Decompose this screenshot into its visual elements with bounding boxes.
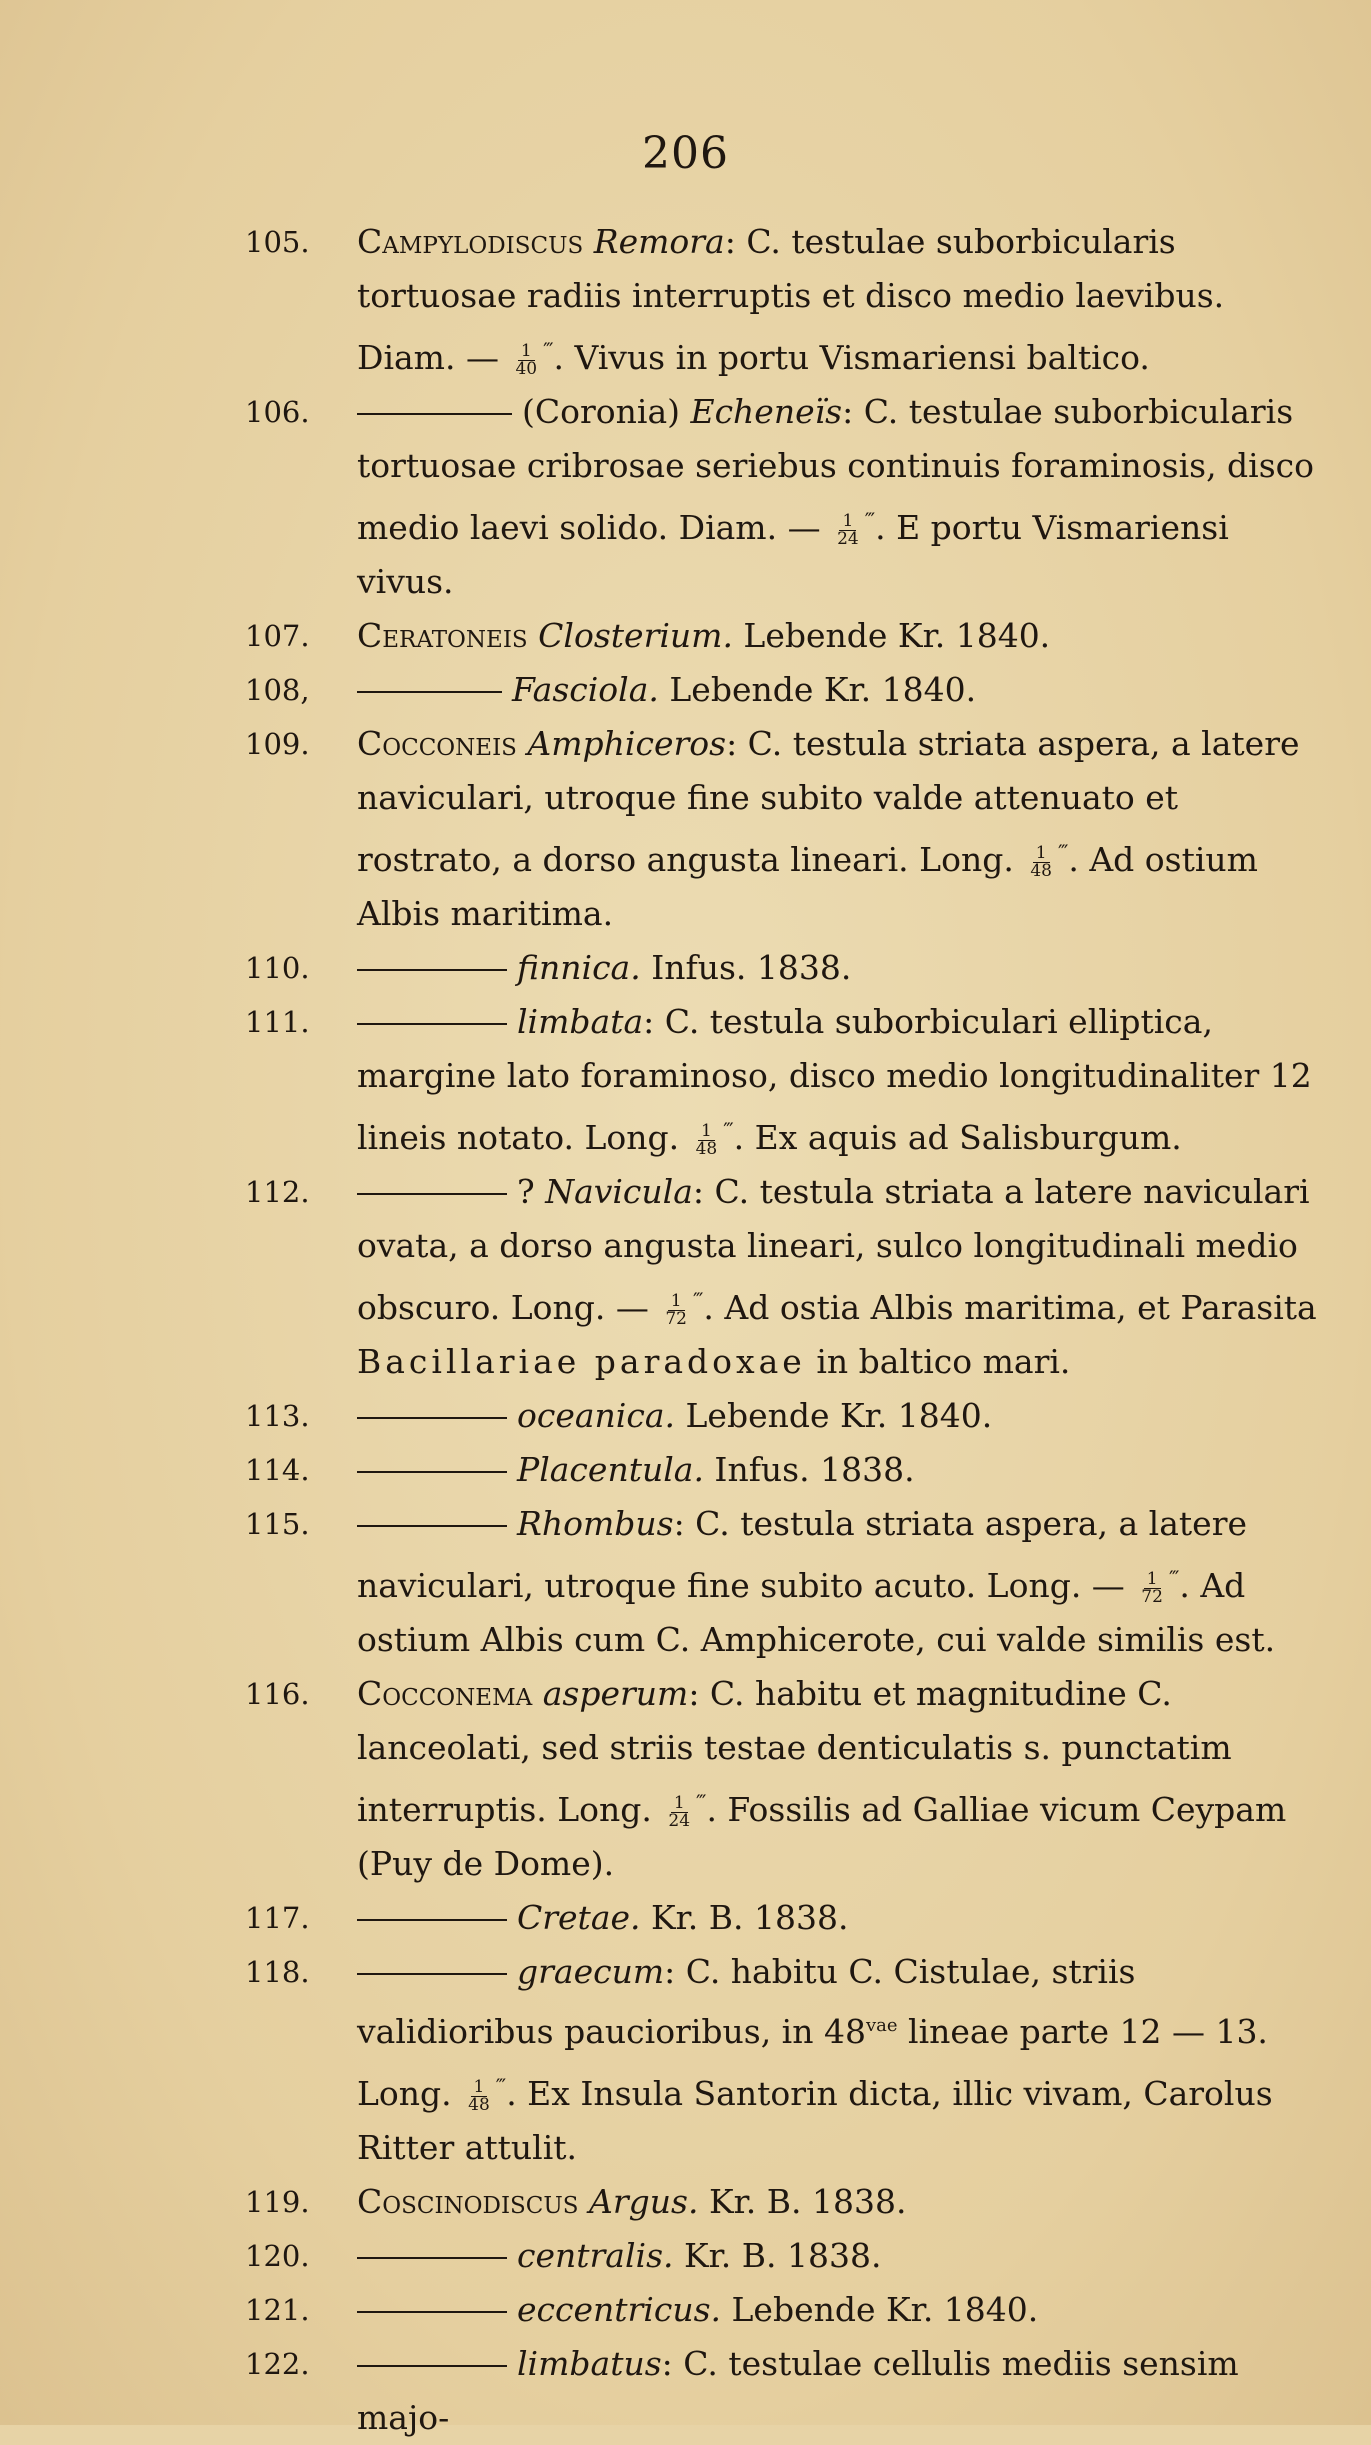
entry-108: [245, 663, 1325, 717]
entry-number: 115.: [245, 1507, 310, 1541]
entry-text: . Ad ostia Albis maritima, et Parasita: [703, 1288, 1317, 1327]
entry-text: in baltico mari.: [805, 1342, 1071, 1381]
fraction: $\frac{1}{48}$: [468, 2076, 490, 2115]
species-name: Amphiceros: [527, 724, 727, 763]
entry-text: : C. testulae suborbicularis tortuosae cribrosae seriebus continuis foraminosis, disco medio laevi solido. Diam. —: [357, 392, 1315, 547]
species-name: Placentula.: [517, 1450, 704, 1489]
entry-109: 109. Cocconeis Amphiceros: C. testula striata aspera, a latere navicularі, utroque fine subito valde attenuato et rostrato, a dorso angusta lineari. Long. $\frac{1}{48}$ ‴. Ad ostium Albis maritima.: [245, 717, 1325, 941]
entry-119: [245, 2175, 1325, 2229]
species-name: Closterium.: [538, 616, 733, 655]
entry-text: : C. testula striata aspera, a latere naviculari, utroque fine subito acuto. Long. —: [357, 1504, 1248, 1605]
entry-117: [245, 1891, 1325, 1945]
entry-text: . Ex aquis ad Salisburgum.: [733, 1118, 1182, 1157]
ditto-dash: [357, 1973, 507, 1975]
entry-106: 106. (Coronia) Echeneïs: C. testulae suborbicularis tortuosae cribrosae seriebus continuis foraminosis, disco medio laevi solido. Diam. — $\frac{1}{24}$ ‴. E portu Vismariensi vivus.: [245, 385, 1325, 609]
entry-116: 116. Cocconema asperum: C. habitu et magnitudine C. lanceolati, sed striis testae denticulatis s. punctatim interruptis. Long. $\frac{1}{24}$ ‴. Fossilis ad Galliae vicum Ceypam (Puy de Dome).: [245, 1667, 1325, 1891]
entry-113: [245, 1389, 1325, 1443]
entry-number: 105.: [245, 225, 310, 259]
entry-number: 114.: [245, 1453, 310, 1487]
species-name: asperum: [542, 1674, 689, 1713]
ditto-dash: [357, 691, 502, 693]
ditto-dash: [357, 2311, 507, 2313]
ditto-dash: [357, 1417, 507, 1419]
species-name: Echeneïs: [690, 392, 843, 431]
entry-number: 116.: [245, 1677, 310, 1711]
entry-105: 105. Campylodiscus Remora: C. testulae suborbicularis tortuosae radiis interruptis et disco medio laevibus. Diam. — $\frac{1}{40}$ ‴. Vivus in portu Vismariensi baltico.: [245, 215, 1325, 385]
genus-name: Cocconeis: [357, 724, 517, 763]
ditto-dash: [357, 1023, 507, 1025]
entry-text: : C. testulae cellulis mediis sensim majo-: [357, 2344, 1239, 2437]
ditto-dash: [357, 1193, 507, 1195]
entry-text: lineae parte 12 — 13. Long.: [357, 2012, 1268, 2113]
entry-122: [245, 2337, 1325, 2445]
species-name: oceanica.: [517, 1396, 676, 1435]
entry-115: 115. Rhombus: C. testula striata aspera, a latere naviculari, utroque fine subito acuto. Long. — $\frac{1}{72}$ ‴. Ad ostium Albis cum C. Amphicerote, cui valde similis est.: [245, 1497, 1325, 1667]
subgenus-name: (Coronia): [522, 392, 691, 431]
species-name: Argus.: [589, 2182, 699, 2221]
entry-number: 118.: [245, 1955, 310, 1989]
entry-text: Infus. 1838.: [703, 1450, 915, 1489]
entry-text: Lebende Kr. 1840.: [658, 670, 977, 709]
ditto-dash: [357, 1525, 507, 1527]
entry-text: Infus. 1838.: [640, 948, 852, 987]
entry-number: 122.: [245, 2347, 310, 2381]
entry-text: . Fossilis ad Galliae vicum Ceypam (Puy de Dome).: [357, 1790, 1287, 1883]
fraction: $\frac{1}{24}$: [668, 1792, 691, 1831]
entry-text: : C. testula suborbiculari elliptica, margine lato foraminoso, disco medio longitudinaliter 12 lineis notato. Long.: [357, 1002, 1312, 1157]
ditto-dash: [357, 2365, 507, 2367]
ditto-dash: [357, 1919, 507, 1921]
species-name: Navicula: [545, 1172, 693, 1211]
entry-number: 110.: [245, 951, 310, 985]
genus-name: Cocconema: [357, 1674, 533, 1713]
fraction: $\frac{1}{40}$: [515, 340, 538, 379]
spaced-name: Bacillariae paradoxae: [357, 1342, 806, 1381]
fraction: $\frac{1}{72}$: [665, 1290, 687, 1329]
page-number: 206: [642, 128, 729, 179]
entry-text: . Vivus in portu Vismariensi baltico.: [553, 338, 1150, 377]
query-mark: ?: [517, 1172, 546, 1211]
entry-text: . Ad ostium Albis maritima.: [357, 840, 1258, 933]
entry-text: Kr. B. 1838.: [640, 1898, 849, 1937]
entry-111: 111. limbata: C. testula suborbiculari elliptica, margine lato foraminoso, disco medio longitudinaliter 12 lineis notato. Long. $\frac{1}{48}$ ‴. Ex aquis ad Salisburgum.: [245, 995, 1325, 1165]
entry-text: : C. habitu C. Cistulae, striis validioribus paucioribus, in 48: [357, 1952, 1136, 2051]
entry-number: 120.: [245, 2239, 310, 2273]
species-name: graecum: [517, 1952, 665, 1991]
entry-114: [245, 1443, 1325, 1497]
fraction: $\frac{1}{48}$: [1030, 842, 1052, 881]
species-name: limbatus: [517, 2344, 662, 2383]
genus-name: Ceratoneis: [357, 616, 528, 655]
entry-text: : C. testula striata aspera, a latere navicularі, utroque fine subito valde attenuato et rostrato, a dorso angusta lineari. Long.: [357, 724, 1300, 879]
entry-number: 109.: [245, 727, 310, 761]
entry-text: : C. testulae suborbicularis tortuosae radiis interruptis et disco medio laevibus. Diam. —: [357, 222, 1225, 377]
entry-number: 113.: [245, 1399, 310, 1433]
entry-text: Kr. B. 1838.: [673, 2236, 882, 2275]
species-name: centralis.: [517, 2236, 674, 2275]
entry-110: [245, 941, 1325, 995]
entry-number: 112.: [245, 1175, 310, 1209]
species-name: Remora: [593, 222, 725, 261]
entry-120: [245, 2229, 1325, 2283]
entry-text: Lebende Kr. 1840.: [675, 1396, 993, 1435]
entry-text: Lebende Kr. 1840.: [732, 616, 1051, 655]
entry-number: 106.: [245, 395, 310, 429]
genus-name: Campylodiscus: [357, 222, 584, 261]
entry-118: 118. graecum: C. habitu C. Cistulae, striis validioribus paucioribus, in $48^{vae}$ lineae parte 12 — 13. Long. $\frac{1}{48}$ ‴. Ex Insula Santorin dicta, illic vivam, Carolus Ritter attulit.: [245, 1945, 1325, 2175]
ditto-dash: [357, 969, 507, 971]
entry-text: . Ad ostium Albis cum C. Amphicerote, cui valde similis est.: [357, 1566, 1276, 1659]
entry-number: 117.: [245, 1901, 310, 1935]
ditto-dash: [357, 413, 512, 415]
entry-text: . E portu Vismariensi vivus.: [357, 508, 1229, 601]
ditto-dash: [357, 2257, 507, 2259]
entry-text: : C. testula striata a latere naviculari ovata, a dorso angusta lineari, sulco longitudinali medio obscuro. Long. —: [357, 1172, 1310, 1327]
species-name: Fasciola.: [512, 670, 659, 709]
species-name: eccentricus.: [517, 2290, 722, 2329]
entry-112: 112. ? Navicula: C. testula striata a latere naviculari ovata, a dorso angusta lineari, sulco longitudinali medio obscuro. Long. — $\frac{1}{72}$ ‴. Ad ostia Albis maritima, et Parasita Bacillariae paradoxae in baltico mari.: [245, 1165, 1325, 1389]
fraction: $\frac{1}{24}$: [837, 510, 859, 549]
superscript: vae: [865, 2015, 898, 2036]
entry-text: Kr. B. 1838.: [698, 2182, 907, 2221]
species-name: limbata: [517, 1002, 644, 1041]
entry-text: Lebende Kr. 1840.: [721, 2290, 1039, 2329]
entry-number: 107.: [245, 619, 310, 653]
fraction: $\frac{1}{48}$: [695, 1120, 718, 1159]
entry-number: 119.: [245, 2185, 310, 2219]
entry-text: : C. habitu et magnitudine C. lanceolati, sed striis testae denticulatis s. punctatim interruptis. Long.: [357, 1674, 1232, 1829]
species-name: Cretae.: [517, 1898, 641, 1937]
species-name: finnica.: [517, 948, 641, 987]
entry-107: [245, 609, 1325, 663]
entry-number: 111.: [245, 1005, 310, 1039]
entry-number: 121.: [245, 2293, 310, 2327]
entry-121: [245, 2283, 1325, 2337]
entry-number: 108,: [245, 673, 310, 707]
entries-list: [245, 215, 1325, 2445]
ditto-dash: [357, 1471, 507, 1473]
species-name: Rhombus: [517, 1504, 674, 1543]
genus-name: Coscinodiscus: [357, 2182, 579, 2221]
fraction: $\frac{1}{72}$: [1141, 1568, 1163, 1607]
entry-text: . Ex Insula Santorin dicta, illic vivam, Carolus Ritter attulit.: [357, 2074, 1273, 2167]
